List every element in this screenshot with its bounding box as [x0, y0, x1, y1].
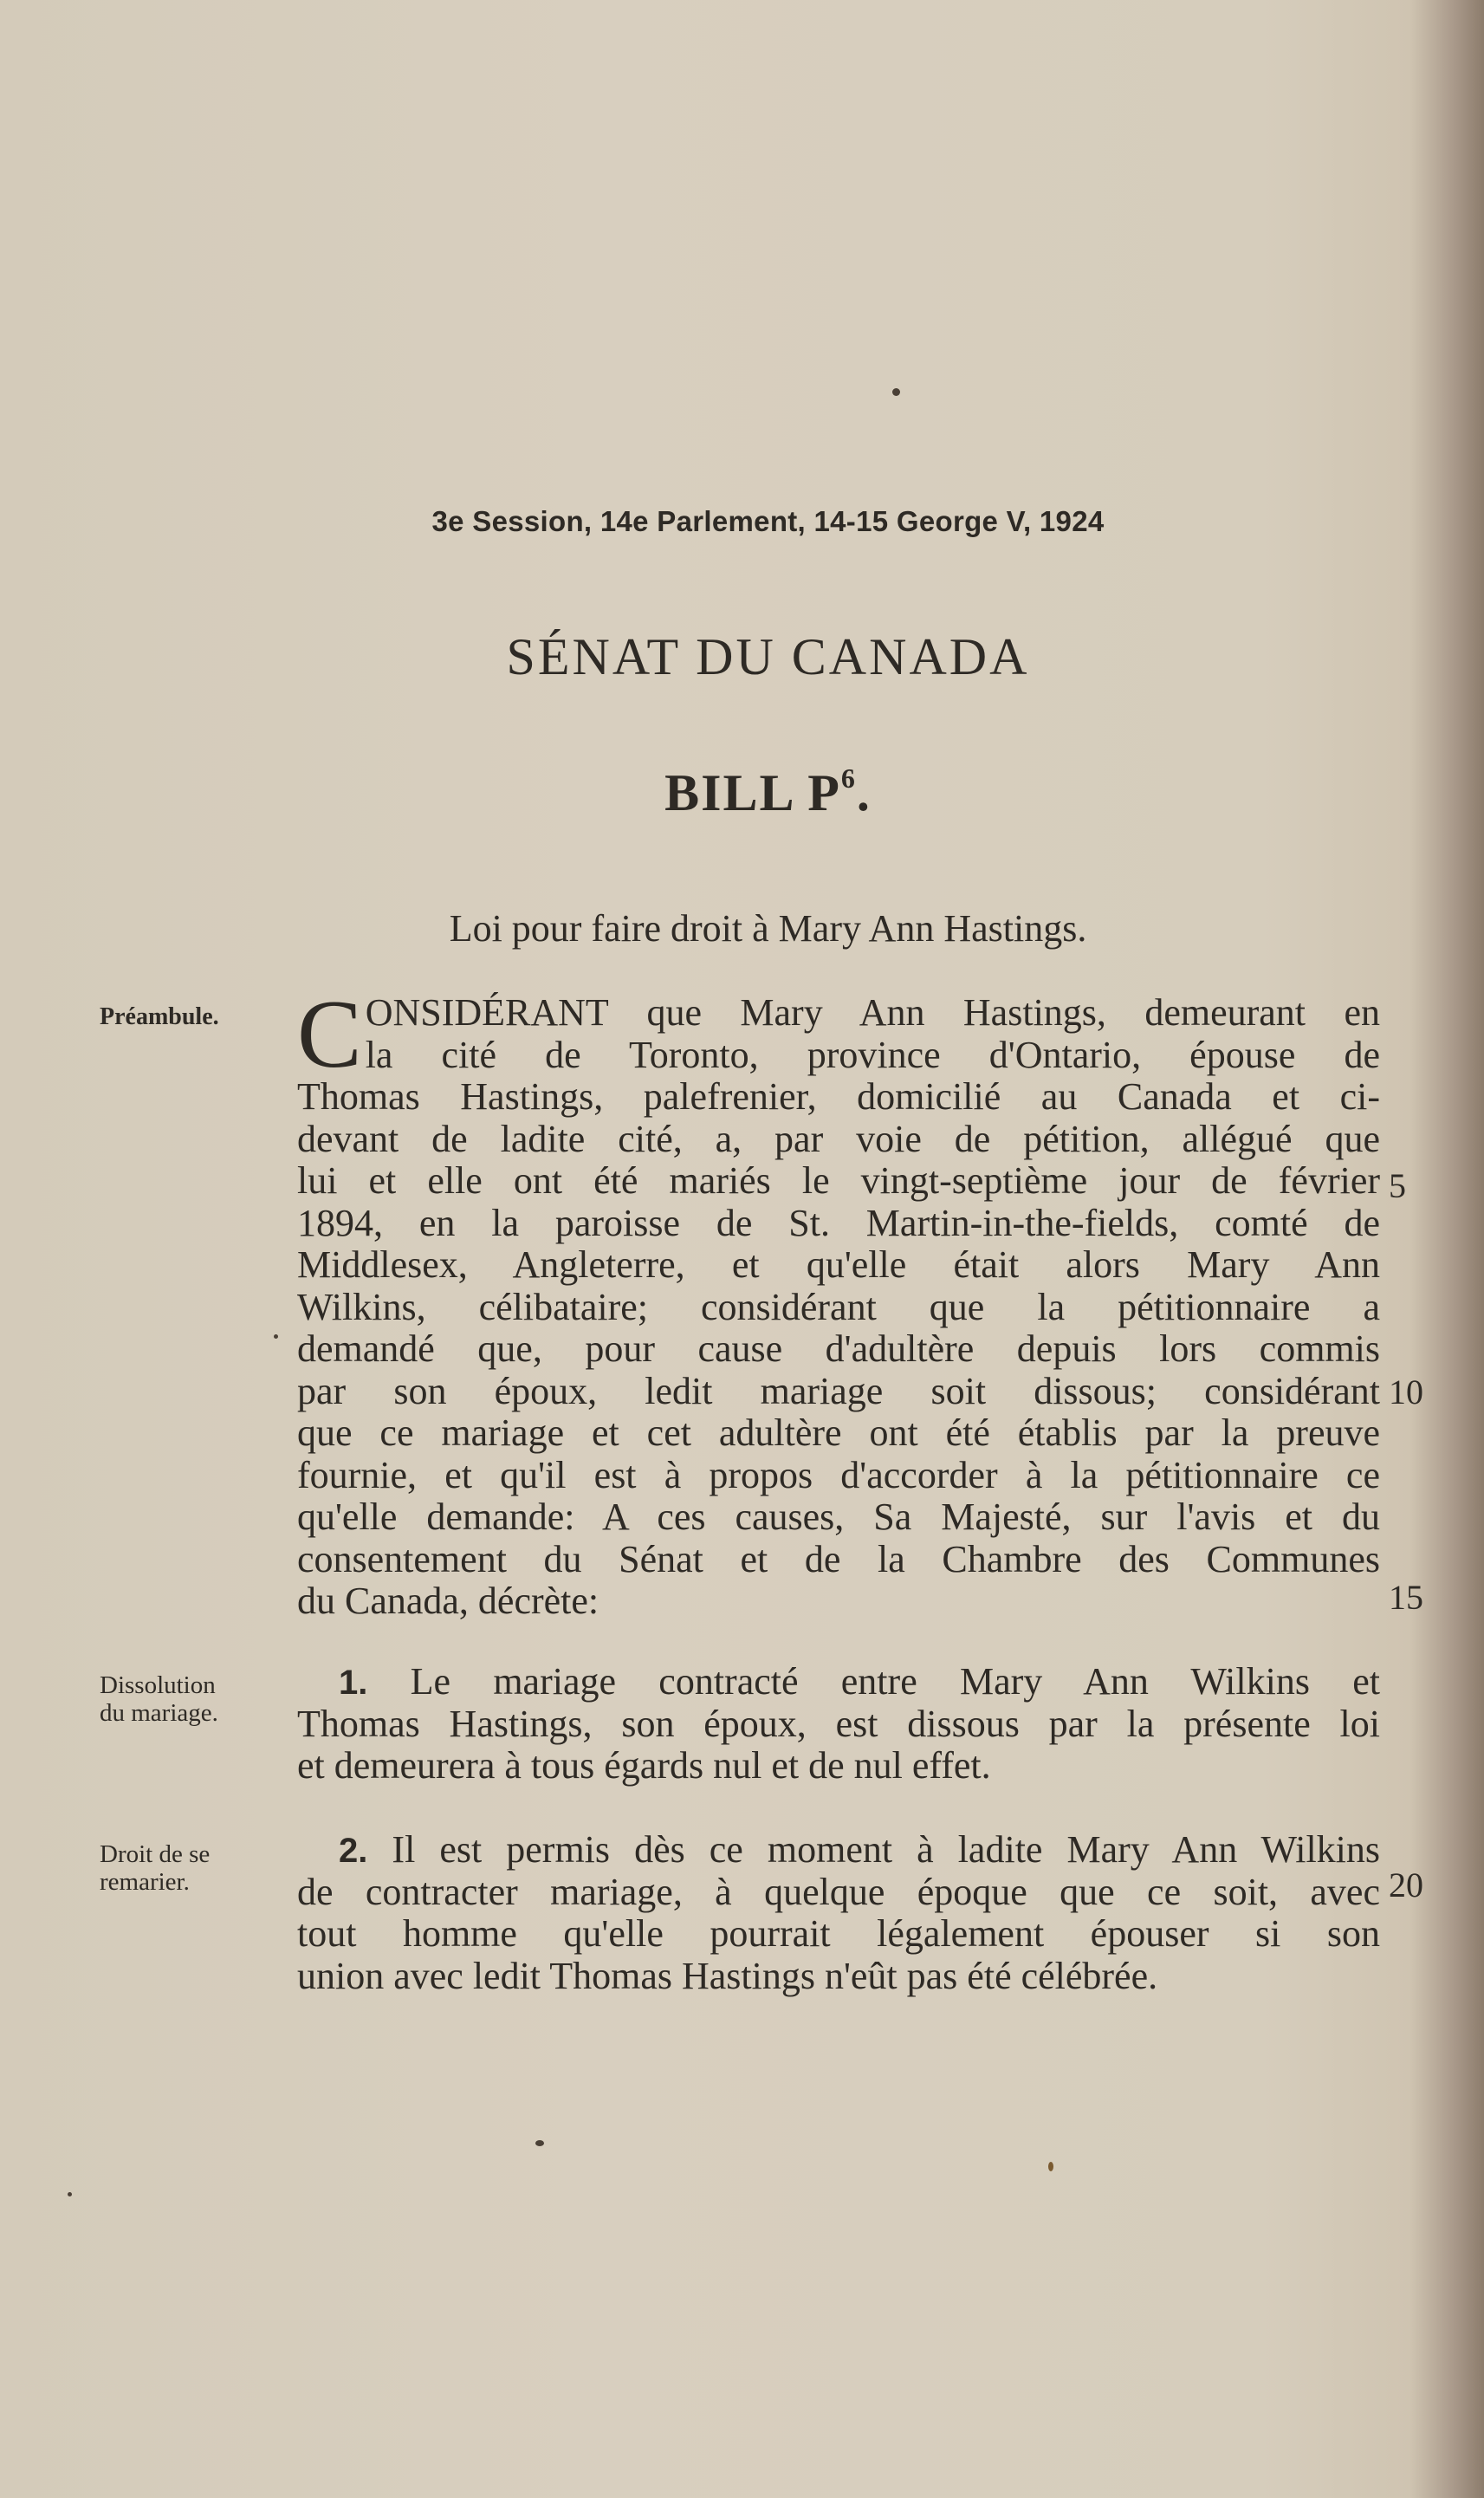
text-line: Wilkins, célibataire; considérant que la pétitionnaire a	[297, 1285, 1380, 1328]
margin-note-line: Droit de se	[100, 1840, 211, 1868]
section-number: 1.	[339, 1664, 368, 1702]
text-line: Thomas Hastings, palefrenier, domicilié au Canada et ci-	[297, 1075, 1380, 1118]
section-text: Le mariage contracté entre Mary Ann Wilkins et	[410, 1660, 1380, 1703]
section-1	[297, 1661, 1380, 1788]
text-line: que ce mariage et cet adultère ont été établis par la preuve	[297, 1411, 1380, 1454]
paper-speck	[1048, 2162, 1053, 2171]
text-line: du Canada, décrète:	[297, 1580, 599, 1622]
paper-speck	[68, 2192, 72, 2196]
margin-note-remarry	[100, 1840, 282, 1896]
line-number: 15	[1389, 1578, 1423, 1617]
text-line: la cité de Toronto, province d'Ontario, épouse de	[365, 1033, 1380, 1076]
text-line: 1894, en la paroisse de St. Martin-in-the-fields, comté de	[297, 1201, 1380, 1244]
text-line: tout homme qu'elle pourrait légalement épouser si son	[297, 1912, 1380, 1955]
line-number: 10	[1389, 1372, 1423, 1411]
text-line: ONSIDÉRANT que Mary Ann Hastings, demeurant en	[365, 991, 1380, 1034]
section-2	[297, 1829, 1380, 1997]
text-line	[297, 1829, 1380, 1872]
text-line: et demeurera à tous égards nul et de nul effet.	[297, 1744, 991, 1787]
text-line: Thomas Hastings, son époux, est dissous par la présente loi	[297, 1702, 1380, 1745]
text-line: demandé que, pour cause d'adultère depuis lors commis	[297, 1327, 1380, 1370]
paper-speck	[274, 1334, 278, 1339]
bill-label: BILL P	[664, 764, 841, 821]
bill-superscript: 6	[840, 762, 857, 794]
margin-note-line: Dissolution	[100, 1671, 216, 1699]
paper-speck	[892, 388, 900, 396]
text-line: qu'elle demande: A ces causes, Sa Majesté, sur l'avis et du	[297, 1496, 1380, 1538]
paper-speck	[535, 2140, 544, 2146]
bill-suffix: .	[856, 764, 872, 821]
preamble-paragraph	[297, 981, 1380, 1623]
margin-note-line: remarier.	[100, 1868, 190, 1896]
margin-note-line: du mariage.	[100, 1699, 218, 1727]
drop-cap: C	[297, 981, 362, 1088]
chamber-heading: SÉNAT DU CANADA	[506, 628, 1030, 685]
text-line: devant de ladite cité, a, par voie de pétition, allégué que	[297, 1117, 1380, 1160]
margin-note-dissolution	[100, 1671, 282, 1727]
line-number: 20	[1389, 1865, 1423, 1904]
text-line: de contracter mariage, à quelque époque que ce soit, avec	[297, 1870, 1380, 1913]
text-line: par son époux, ledit mariage soit dissous; considérant	[297, 1369, 1380, 1412]
section-number: 2.	[339, 1832, 368, 1870]
text-line: fournie, et qu'il est à propos d'accorder à la pétitionnaire ce	[297, 1453, 1380, 1496]
session-heading: 3e Session, 14e Parlement, 14-15 George V, 1924	[431, 505, 1105, 537]
text-line	[297, 1661, 1380, 1703]
text-line: lui et elle ont été mariés le vingt-septième jour de février	[297, 1159, 1380, 1202]
bill-title: Loi pour faire droit à Mary Ann Hastings.	[449, 907, 1087, 950]
line-number: 5	[1389, 1166, 1406, 1205]
section-text: Il est permis dès ce moment à ladite Mary Ann Wilkins	[392, 1828, 1381, 1871]
text-line: consentement du Sénat et de la Chambre des Communes	[297, 1537, 1380, 1580]
bill-heading	[0, 762, 1484, 823]
margin-note-preamble: Préambule.	[100, 1003, 219, 1030]
text-line: Middlesex, Angleterre, et qu'elle était alors Mary Ann	[297, 1243, 1380, 1286]
text-line: union avec ledit Thomas Hastings n'eût pas été célébrée.	[297, 1954, 1158, 1997]
